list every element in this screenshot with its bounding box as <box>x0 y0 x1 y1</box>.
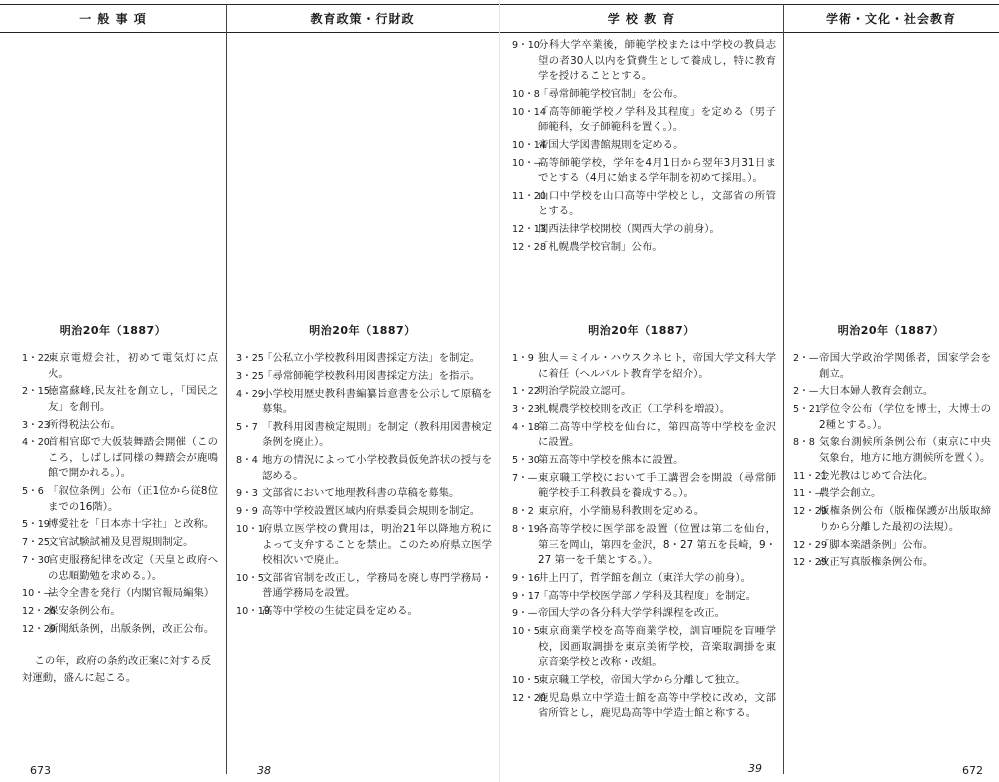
entry-date: 12・29 <box>793 539 828 551</box>
entry-date: 10・19 <box>236 606 271 618</box>
entry-text: 「札幌農学校官制」公布。 <box>538 241 663 254</box>
chronology-entry <box>512 589 776 605</box>
entry-text: 改正写真版権条例公布。 <box>819 556 934 569</box>
entry-text: 札幌農学校校則を改正（工学科を増設）。 <box>538 403 731 416</box>
entry-date: 9・9 <box>236 506 258 518</box>
header-school-education: 学 校 教 育 <box>607 12 676 26</box>
entry-date: 5・21 <box>793 404 821 416</box>
entry-text: 「脚本楽譜条例」公布。 <box>819 538 934 551</box>
entry-text: 気象台測候所条例公布（東京に中央気象台，地方に地方測候所を置く）。 <box>819 436 991 464</box>
entry-date: 1・22 <box>22 353 50 364</box>
entry-date: 12・29 <box>22 623 57 635</box>
entry-date: 5・7 <box>236 421 258 433</box>
entry-date: 10・— <box>512 157 544 169</box>
entry-date: 9・16 <box>512 572 540 584</box>
entry-text: 高等中学校の生徒定員を定める。 <box>262 605 418 618</box>
entry-text: 小学校用歴史教科書編纂旨意書を公示して原稿を募集。 <box>262 387 492 416</box>
year-heading: 明治20年（1887） <box>837 324 945 337</box>
year-note: この年，政府の条約改正案に対する反対運動，盛んに起こる。 <box>22 655 212 685</box>
entry-date: 3・23 <box>512 404 540 416</box>
entry-date: 8・4 <box>236 455 258 467</box>
chronology-entry <box>793 351 991 382</box>
entry-date: 12・29 <box>793 557 828 569</box>
entry-text: 各高等学校に医学部を設置（位置は第二を仙台，第三を岡山，第四を金沢，8・27 第五を長崎，9・27 第一を千葉とする。）。 <box>538 523 776 567</box>
entry-date: 9・10 <box>512 40 540 51</box>
entry-text: 首相官邸で大仮装舞踏会開催（このころ，しばしば同様の舞踏会が鹿鳴館で開かれる。）。 <box>48 436 218 480</box>
entry-date: 2・— <box>793 353 819 364</box>
entry-text: 法令全書を発行（内閣官報局編集） <box>48 587 215 600</box>
entry-date: 4・20 <box>22 437 50 449</box>
entry-date: 9・— <box>512 608 538 620</box>
page-number: 39 <box>748 762 762 775</box>
chronology-entry <box>512 453 776 469</box>
year-heading: 明治20年（1887） <box>309 324 416 337</box>
entry-text: 東京職工学校において手工講習会を開設（尋常師範学校手工科教員を養成する。）。 <box>538 471 776 500</box>
header-general-affairs: 一 般 事 項 <box>79 12 147 26</box>
entry-text: 分科大学卒業後，師範学校または中学校の教員志望の者30人以内を貸費生として養成し，特に教育学を授けることとする。 <box>538 39 776 82</box>
chronology-entry <box>793 486 991 502</box>
entry-text: 東京商業学校を高等商業学校，訓盲唖院を盲唖学校，図画取調掛を東京美術学校，音楽取調掛を東京音楽学校と改称・改組。 <box>538 625 776 669</box>
column-divider <box>783 4 784 774</box>
entry-date: 9・17 <box>512 590 540 602</box>
entry-date: 10・5 <box>512 626 540 638</box>
entry-date: 1・9 <box>512 353 534 364</box>
entry-date: 4・18 <box>512 421 540 433</box>
chronology-entry <box>793 469 991 485</box>
chronology-entry <box>22 586 218 602</box>
entry-date: 8・8 <box>793 437 815 449</box>
entry-text: 学位令公布（学位を博士，大博士の2種とする。）。 <box>819 403 991 431</box>
entry-text: 高等中学校設置区域内府県委員会規則を制定。 <box>262 505 481 518</box>
entry-date: 11・21 <box>793 470 828 482</box>
entry-text: 博愛社を「日本赤十字社」と改称。 <box>48 518 215 531</box>
chronology-entry <box>22 351 218 382</box>
chronology-entry <box>512 351 776 382</box>
entry-date: 3・25 <box>236 370 264 382</box>
entry-text: 東京府，小学簡易科教則を定める。 <box>538 505 705 518</box>
chronology-entry <box>512 624 776 671</box>
entry-text: 府県立医学校の費用は，明治21年以降地方税によって支弁することを禁止。このため府県立医学校相次いで廃止。 <box>262 523 492 567</box>
entry-text: 金光教はじめて合法化。 <box>819 469 934 482</box>
entry-date: 3・25 <box>236 353 264 364</box>
entry-text: 徳富蘇峰,民友社を創立し，「国民之友」を創刊。 <box>48 385 218 413</box>
entry-text: 文部省において地理教科書の草稿を募集。 <box>262 487 460 500</box>
chronology-entry <box>236 604 492 620</box>
column-divider <box>226 4 227 774</box>
chronology-entry <box>236 420 492 451</box>
header-culture-social-education: 学術・文化・社会教育 <box>825 12 956 26</box>
chronology-entry <box>512 571 776 587</box>
entry-date: 9・3 <box>236 488 258 500</box>
chronology-entry <box>22 418 218 434</box>
entry-text: 保安条例公布。 <box>48 605 121 618</box>
chronology-entry <box>512 240 776 256</box>
entry-date: 10・5 <box>512 675 540 687</box>
chronology-entry <box>512 38 776 85</box>
entry-text: 「高等中学校医学部ノ学科及其程度」を制定。 <box>538 589 757 602</box>
entry-text: 農学会創立。 <box>819 487 882 500</box>
chronology-entry <box>512 402 776 418</box>
header-row <box>500 4 999 33</box>
entry-text: 帝国大学政治学関係者，国家学会を創立。 <box>819 352 991 380</box>
chronology-entry <box>236 571 492 602</box>
entry-text: 「叙位条例」公布（正1位から従8位までの16階）。 <box>48 485 218 513</box>
entry-text: 文部省官制を改正し，学務局を廃し専門学務局・普通学務局を設置。 <box>262 571 492 600</box>
chronology-entry <box>22 484 218 515</box>
entry-date: 10・14 <box>512 106 547 118</box>
entry-text: 第二高等中学校を仙台に，第四高等中学校を金沢に設置。 <box>538 420 776 449</box>
entry-date: 1・22 <box>512 386 540 398</box>
entry-date: 12・29 <box>793 506 828 518</box>
entry-text: 独人＝ミイル・ハウスクネヒト，帝国大学文科大学に着任（ヘルバルト教育学を紹介）。 <box>538 352 776 380</box>
entry-date: 3・23 <box>22 419 50 431</box>
entry-date: 7・25 <box>22 537 50 549</box>
chronology-entry <box>512 522 776 569</box>
chronology-entry <box>793 504 991 535</box>
entry-date: 7・— <box>512 472 538 484</box>
entry-text: 所得税法公布。 <box>48 418 121 431</box>
culture-social-education-column <box>793 351 991 573</box>
chronology-entry <box>22 553 218 584</box>
chronology-entry <box>512 691 776 722</box>
entry-text: 官吏服務紀律を改定（天皇と政府への忠順勤勉を求める。）。 <box>48 554 218 582</box>
entry-date: 2・15 <box>22 386 50 398</box>
chronology-entry <box>512 156 776 187</box>
entry-text: 大日本婦人教育会創立。 <box>819 385 934 398</box>
chronology-entry <box>22 535 218 551</box>
entry-text: 帝国大学の各分科大学学科課程を改正。 <box>538 607 726 620</box>
chronology-entry <box>236 387 492 418</box>
entry-date: 5・19 <box>22 519 50 531</box>
page-number: 38 <box>257 764 271 777</box>
entry-date: 7・30 <box>22 555 50 567</box>
chronology-entry <box>236 453 492 484</box>
chronology-entry <box>793 384 991 400</box>
chronology-entry <box>512 606 776 622</box>
entry-text: 地方の情況によって小学校教員仮免許状の授与を認める。 <box>262 454 492 482</box>
entry-text: 「公私立小学校教科用図書採定方法」を制定。 <box>262 352 481 364</box>
entry-text: 「尋常師範学校官制」を公布。 <box>538 87 684 100</box>
entry-date: 12・13 <box>512 224 547 236</box>
entry-date: 10・— <box>22 588 54 600</box>
entry-date: 10・8 <box>512 88 540 100</box>
school-education-prev-column <box>512 38 776 258</box>
year-heading: 明治20年（1887） <box>59 324 167 337</box>
education-policy-column <box>236 351 492 622</box>
page-number: 673 <box>30 764 51 777</box>
entry-text: 鹿児島県立中学造士館を高等中学校に改め，文部省所管とし，鹿児島高等中学造士館と称する。 <box>538 691 776 720</box>
chronology-entry <box>22 604 218 620</box>
general-affairs-column <box>22 351 218 687</box>
header-education-policy: 教育政策・行財政 <box>310 12 415 26</box>
chronology-entry <box>512 504 776 520</box>
chronology-entry <box>512 138 776 154</box>
chronology-entry <box>236 486 492 502</box>
entry-date: 11・— <box>793 488 825 500</box>
chronology-entry <box>22 517 218 533</box>
chronology-entry <box>793 435 991 466</box>
chronology-entry <box>22 435 218 482</box>
entry-date: 4・29 <box>236 388 264 400</box>
chronology-entry <box>236 369 492 385</box>
chronology-entry <box>512 222 776 238</box>
entry-text: 明治学院設立認可。 <box>538 385 632 398</box>
entry-date: 10・1 <box>236 524 264 536</box>
chronology-entry <box>512 87 776 103</box>
chronology-entry <box>512 384 776 400</box>
right-page <box>500 0 999 782</box>
entry-date: 12・28 <box>512 242 547 254</box>
entry-text: 帝国大学図書館規則を定める。 <box>538 138 684 151</box>
entry-date: 10・14 <box>512 139 547 151</box>
entry-date: 11・20 <box>512 190 547 202</box>
chronology-entry <box>512 420 776 451</box>
chronology-entry <box>236 351 492 367</box>
chronology-entry <box>512 673 776 689</box>
chronology-entry <box>512 105 776 136</box>
school-education-column <box>512 351 776 724</box>
entry-text: 「教科用図書検定規則」を制定（教科用図書検定条例を廃止）。 <box>262 420 492 449</box>
chronology-entry <box>512 189 776 220</box>
chronology-entry <box>793 402 991 433</box>
chronology-entry <box>22 622 218 638</box>
chronology-entry <box>793 555 991 571</box>
page-number: 672 <box>962 764 983 777</box>
entry-text: 版権条例公布（版権保護が出版取締りから分離した最初の法規）。 <box>819 505 991 533</box>
year-heading: 明治20年（1887） <box>588 324 695 337</box>
chronology-entry <box>793 538 991 554</box>
chronology-entry <box>512 471 776 502</box>
entry-text: 関西法律学校開校（関西大学の前身）。 <box>538 223 720 236</box>
entry-date: 2・— <box>793 386 819 398</box>
header-row <box>0 4 499 33</box>
entry-text: 東京電燈会社，初めて電気灯に点火。 <box>48 352 218 380</box>
entry-date: 8・2 <box>512 506 534 518</box>
entry-text: 第五高等中学校を熊本に設置。 <box>538 454 684 467</box>
chronology-entry <box>236 522 492 569</box>
entry-text: 山口中学校を山口高等中学校とし，文部省の所管とする。 <box>538 189 776 218</box>
left-page <box>0 0 499 782</box>
entry-text: 「高等師範学校ノ学科及其程度」を定める（男子師範科，女子師範科を置く。）。 <box>538 105 776 134</box>
entry-date: 8・19 <box>512 524 540 536</box>
entry-date: 10・5 <box>236 572 264 584</box>
entry-text: 新聞紙条例，出版条例，改正公布。 <box>48 622 215 635</box>
entry-date: 12・26 <box>22 606 57 618</box>
entry-text: 井上円了，哲学館を創立（東洋大学の前身）。 <box>538 571 752 584</box>
entry-text: 文官試験試補及見習規則制定。 <box>48 536 194 549</box>
entry-text: 「尋常師範学校教科用図書採定方法」を指示。 <box>262 369 481 382</box>
entry-date: 12・20 <box>512 692 547 704</box>
entry-date: 5・6 <box>22 486 44 498</box>
entry-date: 5・30 <box>512 455 540 467</box>
entry-text: 高等師範学校，学年を4月1日から翌年3月31日までとする（4月に始まる学年制を初めて採用。）。 <box>538 156 776 185</box>
chronology-entry <box>22 384 218 415</box>
chronology-entry <box>236 504 492 520</box>
entry-text: 東京職工学校，帝国大学から分離して独立。 <box>538 674 746 687</box>
